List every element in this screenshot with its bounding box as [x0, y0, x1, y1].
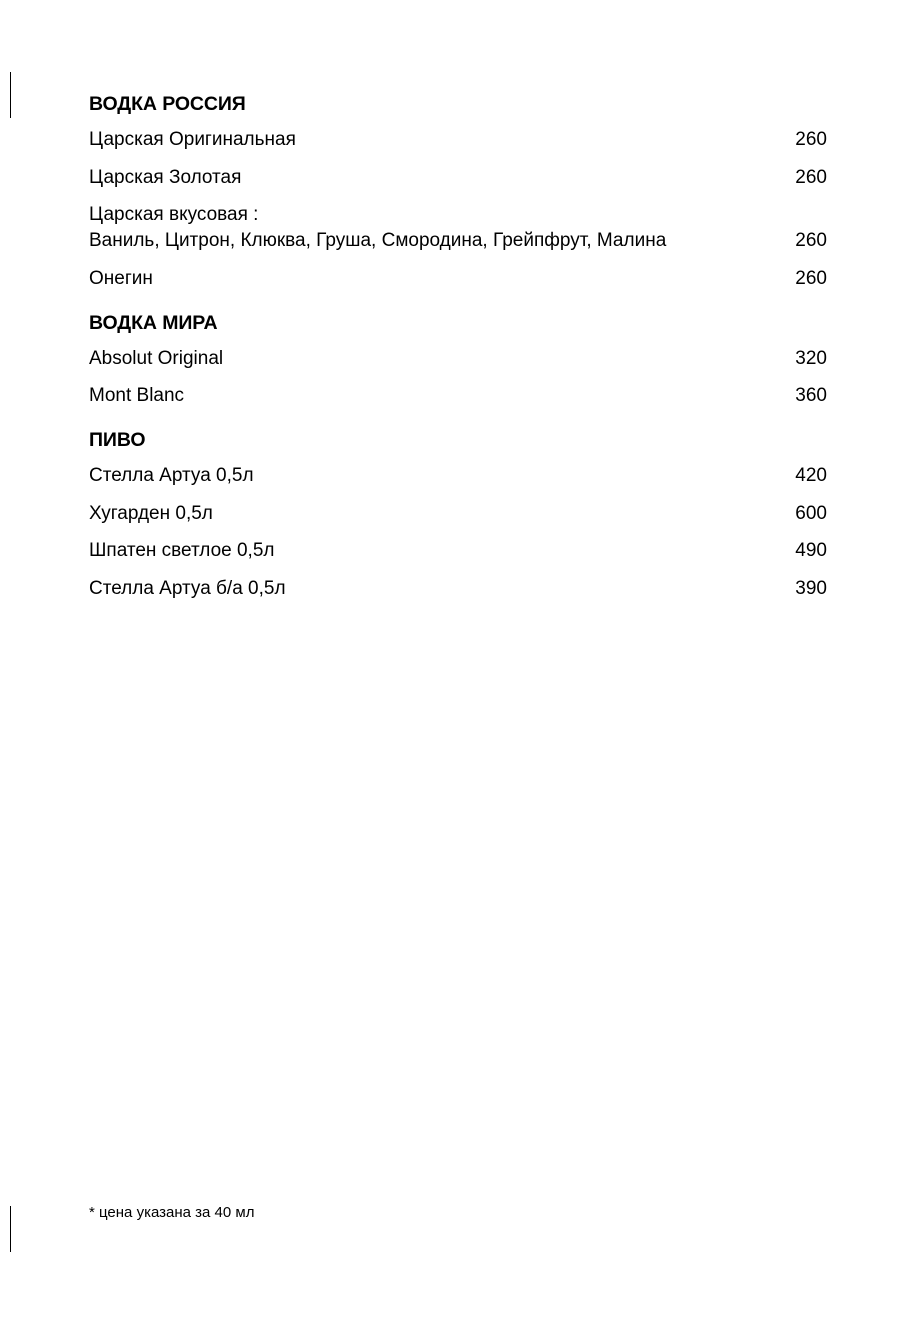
section-vodka-russia: [89, 90, 827, 292]
crop-mark-bottom: [10, 1206, 11, 1252]
menu-item: [89, 127, 827, 153]
item-price: 600: [795, 502, 827, 524]
menu-item: [89, 165, 827, 191]
item-name: Царская Золотая: [89, 166, 242, 188]
item-name: Шпатен светлое 0,5л: [89, 540, 275, 561]
item-name: Mont Blanc: [89, 385, 185, 406]
item-name: Царская Оригинальная: [89, 129, 296, 150]
section-beer: [89, 426, 827, 602]
drinks-menu: [89, 90, 827, 613]
item-price: 260: [795, 230, 827, 251]
section-title: ПИВО: [89, 429, 146, 451]
item-name-line1: Царская вкусовая :: [89, 204, 259, 225]
menu-item: [89, 266, 827, 292]
crop-mark-top: [10, 72, 11, 118]
item-price: 390: [795, 577, 827, 599]
menu-item: [89, 538, 827, 564]
menu-item: [89, 463, 827, 489]
item-price: 260: [795, 267, 827, 289]
item-name: Стелла Артуа б/а 0,5л: [89, 577, 286, 599]
menu-item: [89, 383, 827, 409]
menu-item: [89, 501, 827, 527]
item-price: 320: [795, 347, 827, 369]
section-title: ВОДКА МИРА: [89, 311, 218, 334]
item-name: Онегин: [89, 267, 153, 289]
item-name: Absolut Original: [89, 347, 224, 369]
item-price: 420: [795, 465, 827, 486]
section-title: ВОДКА РОССИЯ: [89, 93, 246, 115]
item-name: [89, 202, 783, 254]
item-name-line2: Ваниль, Цитрон, Клюква, Груша, Смородина, Грейпфрут, Малина: [89, 230, 667, 251]
item-name: Хугарден 0,5л: [89, 502, 213, 524]
menu-item: [89, 346, 827, 372]
section-vodka-world: [89, 309, 827, 410]
item-name: Стелла Артуа 0,5л: [89, 465, 254, 486]
menu-item: [89, 576, 827, 602]
item-price: 490: [795, 540, 827, 561]
item-price: 360: [795, 385, 827, 406]
item-price: 260: [795, 166, 827, 188]
menu-item: [89, 202, 827, 254]
item-price: 260: [795, 129, 827, 150]
footnote: * цена указана за 40 мл: [89, 1204, 255, 1221]
